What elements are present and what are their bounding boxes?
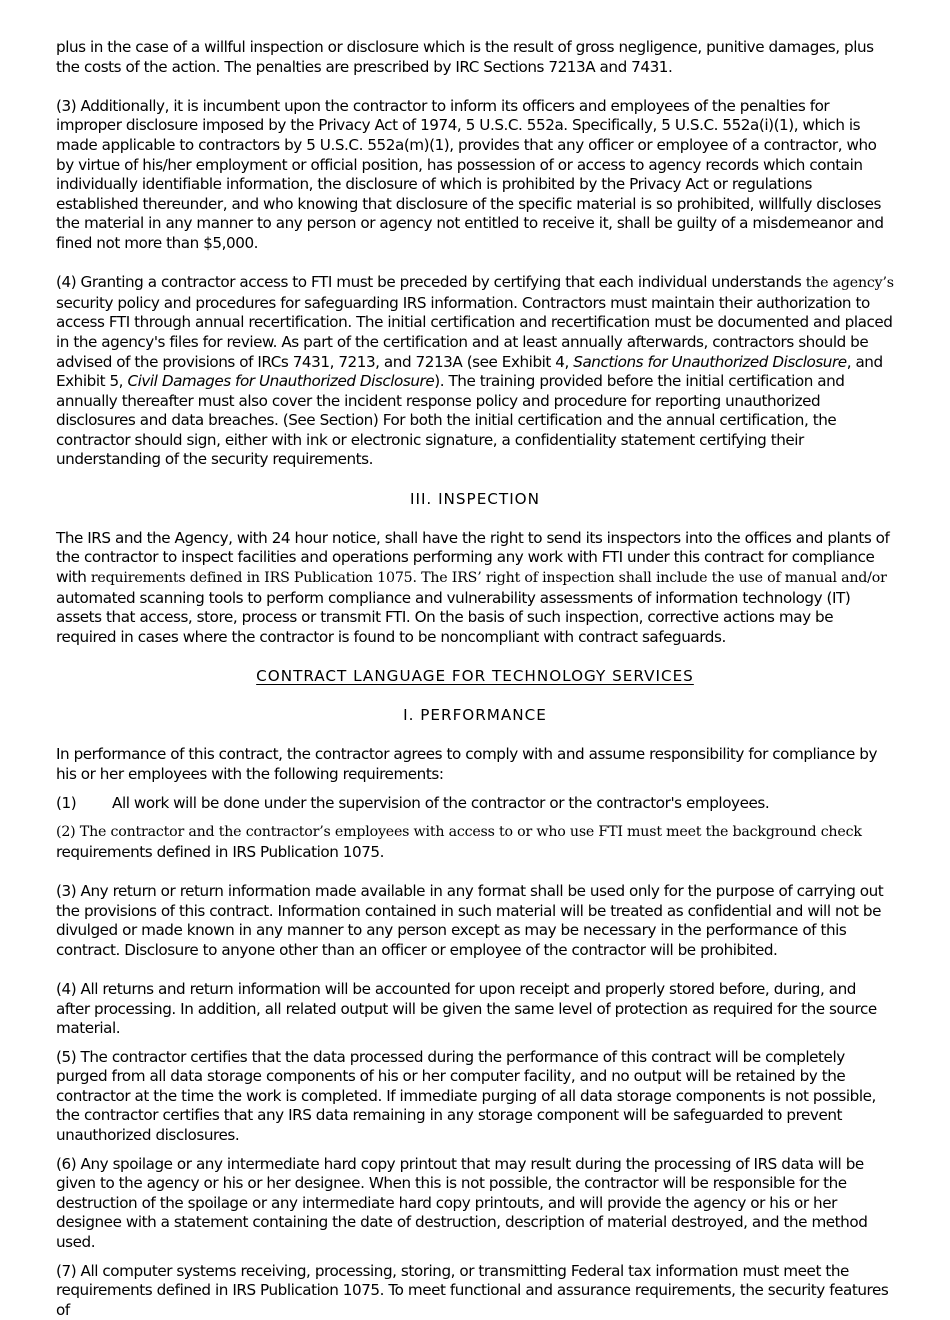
inspection-text-start: The IRS and the Agency, with 24 hour notice, shall have the right to send its inspectors into the offices and plants of the contractor to inspect facilities and operations performing any work with FTI under this contract for compliance with (56, 528, 890, 587)
certification-serif-fragment: the agency’s (805, 275, 894, 292)
document-page (56, 38, 894, 1320)
performance-item-2 (56, 822, 894, 862)
performance-item-1 (56, 794, 894, 814)
performance-heading: I. PERFORMANCE (403, 706, 547, 725)
certification-text-start: (4) Granting a contractor access to FTI must be preceded by certifying that each individual understands (56, 273, 806, 292)
item-1-text: All work will be done under the supervision of the contractor or the contractor's employees. (112, 793, 770, 812)
certification-text-middle: security policy and procedures for safeguarding IRS information. Contractors must maintain their authorization to access FTI through annual recertification. The initial certification and recertification must be documented and placed in the agency's files for review. As part of the certification and at least annually afterwards, contractors should be advised of the provisions of IRCs 7431, 7213, and 7213A (see Exhibit 4, (56, 293, 893, 371)
certification-paragraph (56, 273, 894, 470)
privacy-act-paragraph: (3) Additionally, it is incumbent upon the contractor to inform its officers and employees of the penalties for improper disclosure imposed by the Privacy Act of 1974, 5 U.S.C. 552a. Specifically, 5 U.S.C. 552a(i)(1), which is made applicable to contractors by 5 U.S.C. 552a(m)(1), provides that any officer or employee of a contractor, who by virtue of his/her employment or official position, has possession of or access to agency records which contain individually identifiable information, the disclosure of which is prohibited by the Privacy Act or regulations established thereunder, and who knowing that disclosure of the specific material is so prohibited, willfully discloses the material in any manner to any person or agency not entitled to receive it, shall be guilty of a misdemeanor and fined not more than $5,000. (56, 96, 884, 252)
inspection-text-end: automated scanning tools to perform compliance and vulnerability assessments of information technology (IT) assets that access, store, process or transmit FTI. On the basis of such inspection, corrective actions may be required in cases where the contractor is found to be noncompliant with contract safeguards. (56, 588, 851, 646)
inspection-heading: III. INSPECTION (409, 489, 540, 508)
inspection-serif-fragment: requirements defined in IRS Publication 1075. The IRS’ right of inspection shall include the use of manual and/or (90, 570, 887, 587)
item-2-serif-text: (2) The contractor and the contractor’s employees with access to or who use FTI must meet the background check (56, 824, 862, 841)
performance-item-6: (6) Any spoilage or any intermediate hard copy printout that may result during the processing of IRS data will be given to the agency or his or her designee. When this is not possible, the contractor will be responsible for the destruction of the spoilage or any intermediate hard copy printouts, and will provide the agency or his or her designee with a statement containing the date of destruction, description of material destroyed, and the method used. (56, 1154, 868, 1252)
technology-services-heading-text: CONTRACT LANGUAGE FOR TECHNOLOGY SERVICES (256, 667, 694, 685)
performance-item-4: (4) All returns and return information will be accounted for upon receipt and properly stored before, during, and after processing. In addition, all related output will be given the same level of protection as required for the source material. (56, 979, 877, 1038)
item-2-text-end: requirements defined in IRS Publication 1075. (56, 842, 385, 861)
exhibit-4-title: Sanctions for Unauthorized Disclosure (573, 352, 847, 371)
penalties-continuation-paragraph: plus in the case of a willful inspection or disclosure which is the result of gross negligence, punitive damages, plus the costs of the action. The penalties are prescribed by IRC Sections 7213A and 7431. (56, 38, 874, 76)
performance-item-3: (3) Any return or return information made available in any format shall be used only for the purpose of carrying out the provisions of this contract. Information contained in such material will be treated as confidential and will not be divulged or made known in any manner to any person except as may be necessary in the performance of this contract. Disclosure to anyone other than an officer or employee of the contractor will be prohibited. (56, 881, 884, 959)
performance-intro: In performance of this contract, the contractor agrees to comply with and assume responsibility for compliance by his or her employees with the following requirements: (56, 745, 877, 783)
exhibit-5-title: Civil Damages for Unauthorized Disclosure (127, 372, 435, 391)
performance-item-5: (5) The contractor certifies that the data processed during the performance of this contract will be completely purged from all data storage components of his or her computer facility, and no output will be retained by the contractor at the time the work is completed. If immediate purging of all data storage components is not possible, the contractor certifies that any IRS data remaining in any storage component will be safeguarded to prevent unauthorized disclosures. (56, 1047, 876, 1145)
item-1-number: (1) (56, 793, 77, 812)
performance-item-7: (7) All computer systems receiving, processing, storing, or transmitting Federal tax information must meet the requirements defined in IRS Publication 1075. To meet functional and assurance requirements, the security features of (56, 1261, 889, 1319)
inspection-paragraph (56, 529, 894, 648)
certification-text-end: ). The training provided before the initial certification and annually thereafter must also cover the incident response policy and procedure for reporting unauthorized disclosures and data breaches. (See Section) For both the initial certification and the annual certification, the contractor should sign, either with ink or electronic signature, a confidentiality statement certifying their understanding of the security requirements. (56, 372, 845, 469)
technology-services-heading (56, 667, 894, 687)
certification-text-exhibit-sep: , and Exhibit 5, (56, 352, 883, 391)
